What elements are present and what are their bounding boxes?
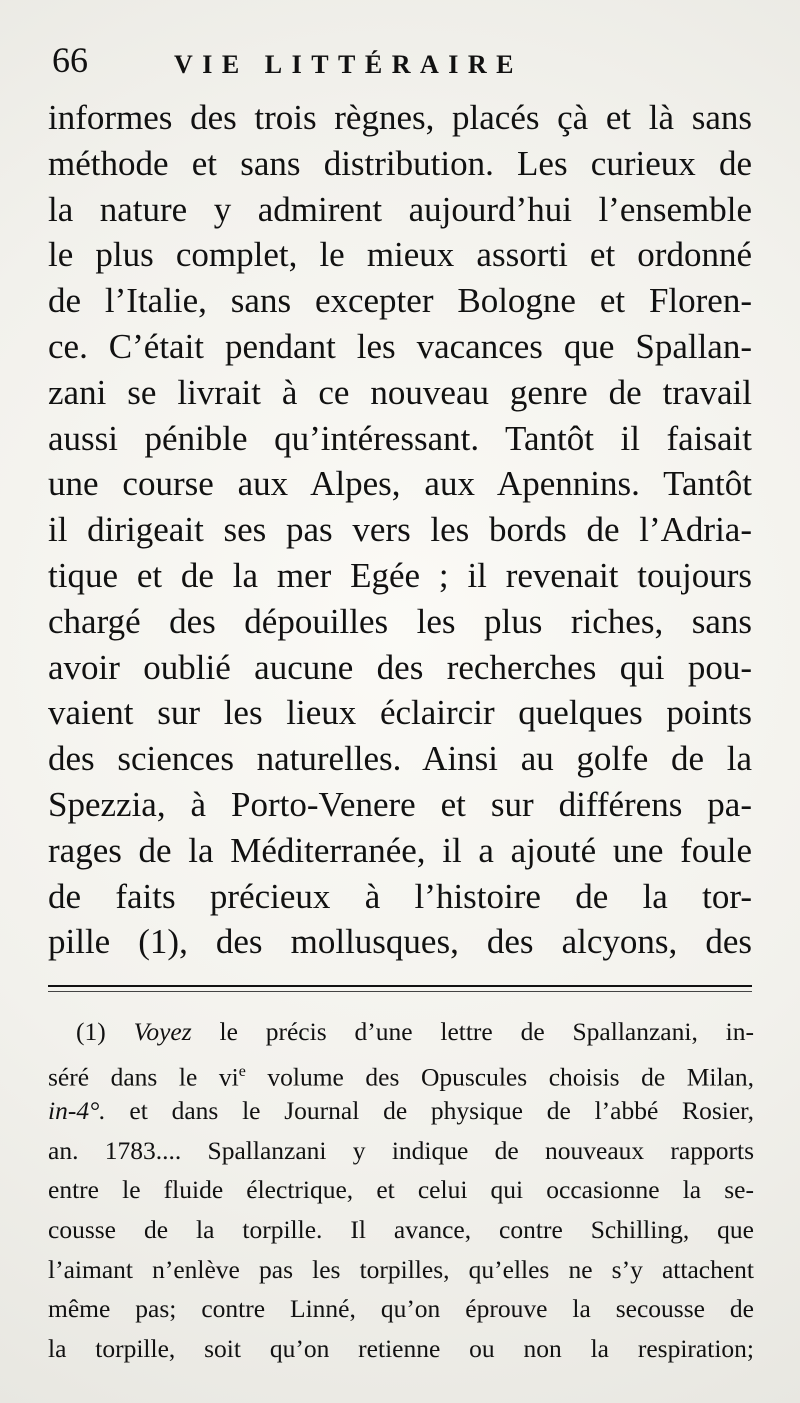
text-line: zani se livrait à ce nouveau genre de travail [48, 372, 752, 412]
footnote-line: an. 1783.... Spallanzani y indique de nouveaux rapports [48, 1135, 754, 1165]
main-text [48, 95, 752, 965]
footnote-line: cousse de la torpille. Il avance, contre Schilling, que [48, 1214, 754, 1244]
footnote-text: et dans le Journal de physique de l’abbé Rosier, [129, 1096, 754, 1126]
footnote [48, 1012, 754, 1368]
footnote-marker: (1) [76, 1017, 106, 1046]
text-line: pille (1), des mollusques, des alcyons, des [48, 922, 752, 962]
page-header [52, 40, 772, 90]
footnote-italic: in-4°. [48, 1096, 106, 1126]
footnote-superscript: e [238, 1062, 246, 1080]
footnote-text: volume des Opuscules choisis de Milan, [267, 1062, 755, 1092]
text-line: le plus complet, le mieux assorti et ordonné [48, 235, 752, 275]
footnote-text: séré dans le vi [48, 1062, 239, 1092]
text-line: chargé des dépouilles les plus riches, sans [48, 601, 752, 641]
footnote-line [48, 1012, 754, 1052]
footnote-italic: Voyez [133, 1017, 192, 1046]
footnote-line: la torpille, soit qu’on retienne ou non la respiration; [48, 1333, 754, 1363]
running-head: VIE LITTÉRAIRE [174, 50, 524, 79]
text-line: informes des trois règnes, placés çà et là sans [48, 98, 752, 137]
footnote-line: même pas; contre Linné, qu’on éprouve la secousse de [48, 1294, 754, 1324]
text-line: Spezzia, à Porto-Venere et sur différens pa- [48, 784, 752, 824]
text-line: vaient sur les lieux éclaircir quelques points [48, 693, 752, 733]
text-line: avoir oublié aucune des recherches qui pou- [48, 647, 752, 687]
text-line: la nature y admirent aujourd’hui l’ensemble [48, 189, 752, 229]
footnote-separator-thin [48, 991, 752, 992]
text-line: ce. C’était pendant les vacances que Spallan- [48, 326, 752, 366]
footnote-line: entre le fluide électrique, et celui qui occasionne la se- [48, 1175, 754, 1205]
text-line: de l’Italie, sans excepter Bologne et Floren- [48, 281, 752, 321]
text-line: une course aux Alpes, aux Apennins. Tantôt [48, 464, 752, 504]
text-line: il dirigeait ses pas vers les bords de l’Adria- [48, 510, 752, 550]
footnote-line [48, 1052, 754, 1092]
text-line: méthode et sans distribution. Les curieux de [48, 143, 752, 183]
text-line: rages de la Méditerranée, il a ajouté une foule [48, 830, 752, 870]
page-number: 66 [52, 40, 88, 80]
text-line: de faits précieux à l’histoire de la tor- [48, 876, 752, 916]
footnote-line: l’aimant n’enlève pas les torpilles, qu’elles ne s’y attachent [48, 1254, 754, 1284]
footnote-separator [48, 985, 752, 987]
text-line: aussi pénible qu’intéressant. Tantôt il faisait [48, 418, 752, 458]
text-line: tique et de la mer Egée ; il revenait toujours [48, 555, 752, 595]
footnote-line [48, 1091, 754, 1131]
text-line: des sciences naturelles. Ainsi au golfe de la [48, 739, 752, 779]
footnote-text: le précis d’une lettre de Spallanzani, in- [219, 1017, 754, 1046]
